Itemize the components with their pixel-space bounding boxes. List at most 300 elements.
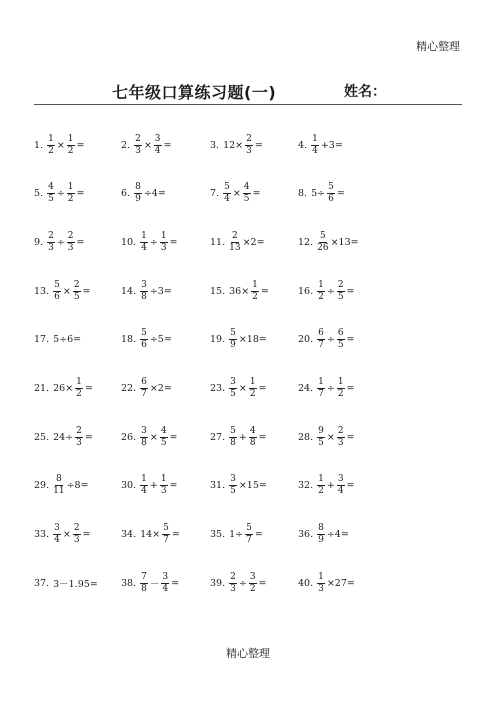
fraction-denominator: 7 [318,388,324,399]
problem-row [34,520,474,569]
fraction-denominator: 4 [54,535,60,545]
fraction [317,475,325,496]
fraction-denominator: 3 [318,583,324,594]
fraction [243,183,251,204]
problem-number: 36. [298,529,314,540]
fraction-denominator: 2 [67,145,74,156]
problem-grid [34,130,474,617]
fraction-numerator: 1 [318,571,324,582]
expression-text: × [62,285,71,297]
fraction-denominator: 2 [48,145,54,156]
fraction [140,573,148,594]
problem-number: 17. [34,334,50,346]
fraction [249,573,257,594]
fraction-denominator: 5 [337,291,344,302]
problem-number: 33. [34,529,50,540]
header-rule [34,104,462,105]
fraction [73,524,81,545]
problem-number: 8. [298,188,308,200]
fraction [134,135,142,156]
expression-text: 5÷ [311,188,326,200]
fraction [160,232,168,253]
fraction-denominator: 4 [141,242,147,253]
fraction-numerator: 1 [252,279,258,290]
expression-text: 1÷ [229,529,244,540]
problem-item [210,520,264,550]
problem-row [34,568,474,617]
problem-item [298,276,356,306]
expression-text: ÷ [326,334,335,346]
fraction-numerator: 5 [246,523,252,533]
fraction-numerator: 3 [154,133,161,144]
problem-item [210,179,261,209]
fraction-denominator: 6 [54,291,60,302]
problem-item [298,179,346,209]
problem-item [34,471,90,501]
fraction-numerator: 8 [55,474,62,485]
problem-row [34,179,474,228]
problem-row [34,471,474,520]
problem-row [34,130,474,179]
fraction-numerator: 3 [249,571,256,582]
fraction-numerator: 2 [231,230,238,241]
fraction-numerator: 5 [328,182,334,193]
fraction-denominator: 8 [249,437,256,448]
fraction-numerator: 2 [337,425,344,436]
problem-number: 16. [298,285,314,297]
fraction-denominator: 8 [230,437,236,448]
fraction [245,135,253,156]
expression-text: = [346,480,355,492]
footer-note: 精心整理 [226,647,270,660]
expression-text: ÷ [238,577,247,589]
fraction-denominator: 7 [163,535,169,545]
expression-text: × [149,431,158,443]
fraction-denominator: 7 [318,340,324,351]
page-title: 七年级口算练习题(一) [112,83,277,102]
fraction [317,524,325,545]
fraction [140,281,148,302]
fraction [47,135,55,156]
problem-item [210,276,270,306]
expression-text: = [76,236,85,248]
problem-item [298,373,356,403]
problem-item [210,130,264,160]
problem-item [210,568,268,598]
problem-item [121,130,172,160]
problem-number: 15. [210,285,226,297]
fraction [140,475,148,496]
expression-text: = [82,529,91,540]
expression-text: = [76,188,85,200]
problem-row [34,373,474,422]
expression-text: ÷4= [326,529,349,540]
problem-number: 1. [34,139,44,151]
expression-text: = [258,431,267,443]
fraction-numerator: 6 [337,328,344,339]
fraction-denominator: 8 [141,583,147,594]
fraction [47,232,55,253]
fraction-denominator: 5 [243,194,250,205]
expression-text: = [254,139,263,151]
problem-item [298,471,356,501]
fraction [75,427,83,448]
fraction-denominator: 3 [246,145,252,156]
expression-text: + [238,431,247,443]
expression-text: ×27= [326,577,355,589]
problem-row [34,276,474,325]
expression-text: = [346,431,355,443]
problem-number: 30. [121,480,137,492]
fraction-numerator: 1 [76,376,82,387]
fraction-denominator: 8 [141,437,147,448]
name-label: 姓名： [344,84,386,100]
fraction-denominator: 3 [73,535,80,545]
fraction-denominator: 9 [135,194,141,205]
fraction [317,378,325,399]
problem-row [34,227,474,276]
fraction-numerator: 5 [54,279,60,290]
expression-text: ×13= [330,236,359,248]
fraction-denominator: 3 [76,437,82,448]
problem-item [34,325,82,355]
expression-text: = [252,188,261,200]
problem-number: 12. [298,236,314,248]
fraction [317,573,325,594]
expression-text: = [84,382,93,394]
problem-number: 26. [121,431,137,443]
fraction-numerator: 7 [141,571,147,582]
problem-item [210,373,268,403]
expression-text: 3－1.95= [53,579,98,591]
fraction-numerator: 2 [76,425,82,436]
expression-text: － [149,579,160,591]
expression-text: × [326,431,335,443]
expression-text: 24÷ [53,431,74,443]
fraction [162,524,170,545]
problem-number: 27. [210,431,226,443]
expression-text: = [76,139,85,151]
fraction-numerator: 2 [73,279,80,290]
fraction-denominator: 2 [318,486,324,497]
problem-number: 31. [210,480,226,492]
problem-item [298,568,356,598]
expression-text: 14× [140,529,161,540]
problem-item [298,520,350,550]
fraction-numerator: 2 [73,523,80,533]
fraction-numerator: 1 [312,133,318,144]
expression-text: = [346,382,355,394]
fraction-numerator: 5 [319,230,326,241]
fraction-denominator: 6 [141,340,147,351]
problem-number: 32. [298,480,314,492]
expression-text: ÷ [149,236,158,248]
fraction-numerator: 1 [67,182,74,193]
fraction-numerator: 5 [230,425,236,436]
expression-text: = [258,577,267,589]
fraction-numerator: 5 [230,328,236,339]
fraction-denominator: 9 [230,340,236,351]
fraction [47,183,55,204]
fraction-numerator: 3 [54,523,60,533]
problem-item [34,130,85,160]
expression-text: = [171,529,180,540]
expression-text: ×18= [238,334,267,346]
fraction-denominator: 5 [230,388,236,399]
problem-item [34,568,99,598]
fraction-denominator: 2 [337,388,344,399]
expression-text: ÷8= [66,480,89,492]
expression-text: ÷3= [149,285,172,297]
fraction-denominator: 4 [162,583,169,594]
fraction-numerator: 1 [249,376,256,387]
problem-item [34,227,85,257]
fraction-numerator: 1 [141,474,147,485]
expression-text: + [326,480,335,492]
problem-row [34,325,474,374]
fraction-denominator: 2 [318,291,324,302]
problem-number: 20. [298,334,314,346]
problem-number: 23. [210,382,226,394]
fraction-denominator: 3 [67,242,74,253]
fraction-denominator: 2 [252,291,258,302]
fraction [317,427,325,448]
fraction [251,281,259,302]
problem-number: 22. [121,382,137,394]
problem-item [121,471,179,501]
problem-number: 6. [121,188,131,200]
fraction-denominator: 4 [224,194,230,205]
expression-text: ÷5= [149,334,172,346]
problem-item [34,520,92,550]
fraction [140,232,148,253]
fraction-numerator: 2 [337,279,344,290]
fraction-denominator: 4 [154,145,161,156]
fraction-denominator: 5 [318,437,324,448]
fraction-denominator: 11 [53,486,65,497]
expression-text: + [149,480,158,492]
fraction-numerator: 6 [318,328,324,339]
fraction [140,329,148,350]
fraction-denominator: 3 [48,242,54,253]
fraction [67,135,75,156]
fraction-denominator: 5 [160,437,167,448]
fraction-denominator: 2 [67,194,74,205]
expression-text: × [62,529,71,540]
fraction-numerator: 4 [160,425,167,436]
fraction-denominator: 2 [249,388,256,399]
fraction-denominator: 2 [76,388,82,399]
problem-number: 7. [210,188,220,200]
fraction [317,329,325,350]
fraction [134,183,142,204]
fraction [229,475,237,496]
fraction [140,427,148,448]
problem-item [121,422,179,452]
fraction-denominator: 3 [160,242,167,253]
expression-text: ÷ [56,188,65,200]
fraction-numerator: 1 [141,230,147,241]
fraction [229,329,237,350]
fraction [75,378,83,399]
problem-item [298,227,360,257]
expression-text: ÷ [56,236,65,248]
problem-number: 19. [210,334,226,346]
fraction [160,427,168,448]
problem-item [210,227,266,257]
problem-number: 18. [121,334,137,346]
fraction [67,183,75,204]
fraction-denominator: 26 [317,242,329,253]
expression-text: 36× [229,285,250,297]
problem-number: 24. [298,382,314,394]
problem-item [298,325,356,355]
problem-number: 40. [298,577,314,589]
fraction [229,427,237,448]
problem-number: 10. [121,236,137,248]
fraction-denominator: 3 [337,437,344,448]
expression-text: = [260,285,269,297]
fraction-numerator: 5 [163,523,169,533]
fraction-denominator: 6 [328,194,334,205]
problem-row [34,422,474,471]
fraction-numerator: 8 [318,523,324,533]
fraction-numerator: 5 [224,182,230,193]
expression-text: 12× [223,139,244,151]
problem-number: 9. [34,236,44,248]
expression-text: = [163,139,172,151]
fraction [229,232,240,253]
fraction [337,281,345,302]
fraction-numerator: 2 [246,133,252,144]
fraction-numerator: 2 [48,230,54,241]
problem-number: 37. [34,577,50,589]
fraction-numerator: 1 [318,474,324,485]
fraction [317,281,325,302]
top-note: 精心整理 [416,40,460,53]
fraction [67,232,75,253]
expression-text: × [232,188,241,200]
fraction [337,427,345,448]
fraction-numerator: 1 [337,376,344,387]
problem-item [34,373,94,403]
expression-text: +3= [320,139,343,151]
problem-item [121,276,173,306]
fraction [337,475,345,496]
expression-text: ×2= [242,236,265,248]
problem-number: 34. [121,529,137,540]
problem-number: 4. [298,139,308,151]
fraction-denominator: 5 [73,291,80,302]
fraction-denominator: 5 [230,486,236,497]
fraction [337,378,345,399]
expression-text: = [254,529,263,540]
fraction-numerator: 5 [141,328,147,339]
expression-text: = [171,577,180,589]
fraction [53,281,61,302]
expression-text: = [336,188,345,200]
fraction-numerator: 1 [318,279,324,290]
problem-number: 5. [34,188,44,200]
fraction-denominator: 2 [249,583,256,594]
problem-item [34,422,94,452]
fraction-denominator: 7 [141,388,147,399]
expression-text: × [143,139,152,151]
expression-text: = [169,431,178,443]
fraction-numerator: 8 [135,182,141,193]
fraction-numerator: 3 [230,376,236,387]
fraction-numerator: 1 [67,133,74,144]
expression-text: = [82,285,91,297]
expression-text: 26× [53,382,74,394]
problem-item [121,325,173,355]
fraction-numerator: 3 [141,279,147,290]
problem-number: 28. [298,431,314,443]
fraction [53,475,64,496]
fraction-numerator: 1 [160,230,167,241]
problem-item [298,422,356,452]
problem-item [121,520,181,550]
fraction-denominator: 4 [312,145,318,156]
problem-item [121,227,179,257]
fraction [249,427,257,448]
fraction [337,329,345,350]
fraction-denominator: 3 [135,145,141,156]
problem-number: 39. [210,577,226,589]
expression-text: = [346,285,355,297]
fraction-numerator: 6 [141,376,147,387]
problem-item [210,325,268,355]
problem-number: 14. [121,285,137,297]
expression-text: ÷4= [143,188,166,200]
fraction [317,232,328,253]
problem-item [210,422,268,452]
expression-text: = [258,382,267,394]
problem-item [34,276,92,306]
expression-text: = [84,431,93,443]
expression-text: ÷ [326,285,335,297]
problem-item [210,471,268,501]
fraction [154,135,162,156]
fraction-denominator: 5 [337,340,344,351]
fraction-numerator: 3 [141,425,147,436]
fraction-numerator: 3 [162,571,169,582]
fraction-numerator: 4 [48,182,54,193]
fraction [161,573,169,594]
problem-item [121,373,173,403]
fraction [53,524,61,545]
fraction-denominator: 8 [141,291,147,302]
fraction [245,524,253,545]
expression-text: 5÷6= [53,334,82,346]
problem-item [121,179,167,209]
fraction-numerator: 3 [337,474,344,485]
fraction-numerator: 2 [230,571,236,582]
fraction-denominator: 3 [230,583,236,594]
fraction-denominator: 7 [246,535,252,545]
fraction-numerator: 2 [135,133,141,144]
problem-number: 13. [34,285,50,297]
problem-number: 29. [34,480,50,492]
title-row [0,80,496,102]
fraction [73,281,81,302]
fraction-numerator: 1 [48,133,54,144]
fraction [223,183,231,204]
fraction-denominator: 9 [318,535,324,545]
problem-number: 11. [210,236,226,248]
problem-number: 21. [34,382,50,394]
problem-number: 38. [121,577,137,589]
